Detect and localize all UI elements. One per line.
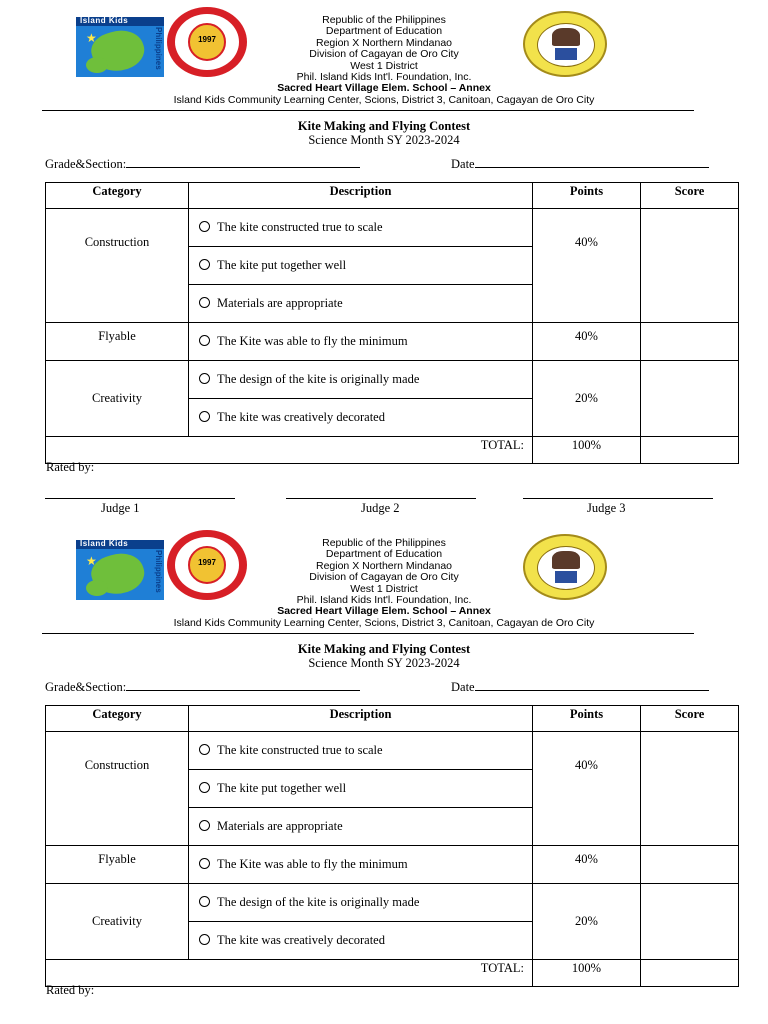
score-cell[interactable]	[641, 884, 739, 960]
date-field[interactable]: Date	[451, 680, 709, 695]
radio-option[interactable]	[199, 411, 210, 422]
island-kids-logo: Island Kids ★ Philippines	[76, 540, 164, 600]
score-cell[interactable]	[641, 361, 739, 437]
category-creativity: Creativity	[46, 361, 189, 437]
criterion-item: The Kite was able to fly the minimum	[189, 846, 533, 884]
school-seal-icon: 1997	[167, 7, 247, 77]
letterhead: Republic of the Philippines Department of Education Region X Northern Mindanao Division of Cagayan de Oro City West 1 District Phil. Island Kids Int'l. Foundation, Inc. Sacred Heart Village Elem. School – Annex Island Kids Community Learning Center, Scions, District 3, Canitoan, Cagayan de Oro City	[173, 14, 595, 106]
criterion-item: The Kite was able to fly the minimum	[189, 323, 533, 361]
radio-option[interactable]	[199, 820, 210, 831]
radio-option[interactable]	[199, 259, 210, 270]
category-construction: Construction	[46, 732, 189, 846]
grade-section-field[interactable]: Grade&Section:	[45, 157, 360, 172]
letterhead: Republic of the Philippines Department of Education Region X Northern Mindanao Division of Cagayan de Oro City West 1 District Phil. Island Kids Int'l. Foundation, Inc. Sacred Heart Village Elem. School – Annex Island Kids Community Learning Center, Scions, District 3, Canitoan, Cagayan de Oro City	[173, 537, 595, 629]
points-flyable: 40%	[533, 846, 641, 884]
header-points: Points	[533, 706, 641, 732]
score-cell[interactable]	[641, 846, 739, 884]
grade-section-field[interactable]: Grade&Section:	[45, 680, 360, 695]
score-cell[interactable]	[641, 209, 739, 323]
total-score-cell[interactable]	[641, 960, 739, 987]
criterion-item: The design of the kite is originally made	[189, 361, 533, 399]
contest-heading	[0, 119, 768, 147]
points-construction: 40%	[533, 209, 641, 323]
letterhead-divider	[42, 633, 694, 634]
radio-option[interactable]	[199, 744, 210, 755]
radio-option[interactable]	[199, 896, 210, 907]
radio-option[interactable]	[199, 782, 210, 793]
category-construction: Construction	[46, 209, 189, 323]
points-creativity: 20%	[533, 361, 641, 437]
category-creativity: Creativity	[46, 884, 189, 960]
date-field[interactable]: Date	[451, 157, 709, 172]
score-cell[interactable]	[641, 732, 739, 846]
radio-option[interactable]	[199, 858, 210, 869]
judge-label: Judge 2	[361, 501, 400, 515]
criterion-item: The kite put together well	[189, 247, 533, 285]
criterion-item: The kite constructed true to scale	[189, 732, 533, 770]
judge-label: Judge 3	[587, 501, 626, 515]
score-cell[interactable]	[641, 323, 739, 361]
judge-label: Judge 1	[101, 501, 140, 515]
contest-subtitle: Science Month SY 2023-2024	[308, 656, 460, 670]
signature-line[interactable]	[45, 498, 235, 499]
rubric-table	[45, 182, 739, 464]
header-score: Score	[641, 706, 739, 732]
rubric-table	[45, 705, 739, 987]
radio-option[interactable]	[199, 221, 210, 232]
header-category: Category	[46, 706, 189, 732]
island-kids-logo: Island Kids ★ Philippines	[76, 17, 164, 77]
header-points: Points	[533, 183, 641, 209]
points-flyable: 40%	[533, 323, 641, 361]
header-description: Description	[189, 706, 533, 732]
signature-line[interactable]	[286, 498, 476, 499]
contest-title: Kite Making and Flying Contest	[297, 642, 471, 656]
school-seal-icon: 1997	[167, 530, 247, 600]
points-construction: 40%	[533, 732, 641, 846]
category-flyable: Flyable	[46, 846, 189, 884]
criterion-item: The kite constructed true to scale	[189, 209, 533, 247]
radio-option[interactable]	[199, 335, 210, 346]
rated-by-label: Rated by:	[46, 460, 95, 474]
criterion-item: The kite was creatively decorated	[189, 922, 533, 960]
radio-option[interactable]	[199, 373, 210, 384]
radio-option[interactable]	[199, 297, 210, 308]
criterion-item: The kite was creatively decorated	[189, 399, 533, 437]
total-points: 100%	[533, 960, 641, 987]
contest-heading	[0, 642, 768, 670]
header-score: Score	[641, 183, 739, 209]
letterhead-divider	[42, 110, 694, 111]
category-flyable: Flyable	[46, 323, 189, 361]
total-score-cell[interactable]	[641, 437, 739, 464]
contest-title: Kite Making and Flying Contest	[297, 119, 471, 133]
signature-line[interactable]	[523, 498, 713, 499]
criterion-item: Materials are appropriate	[189, 808, 533, 846]
criterion-item: The design of the kite is originally made	[189, 884, 533, 922]
total-label: TOTAL:	[46, 960, 533, 987]
total-points: 100%	[533, 437, 641, 464]
header-category: Category	[46, 183, 189, 209]
points-creativity: 20%	[533, 884, 641, 960]
contest-subtitle: Science Month SY 2023-2024	[308, 133, 460, 147]
rated-by-label: Rated by:	[46, 983, 95, 997]
criterion-item: The kite put together well	[189, 770, 533, 808]
radio-option[interactable]	[199, 934, 210, 945]
criterion-item: Materials are appropriate	[189, 285, 533, 323]
header-description: Description	[189, 183, 533, 209]
total-label: TOTAL:	[46, 437, 533, 464]
